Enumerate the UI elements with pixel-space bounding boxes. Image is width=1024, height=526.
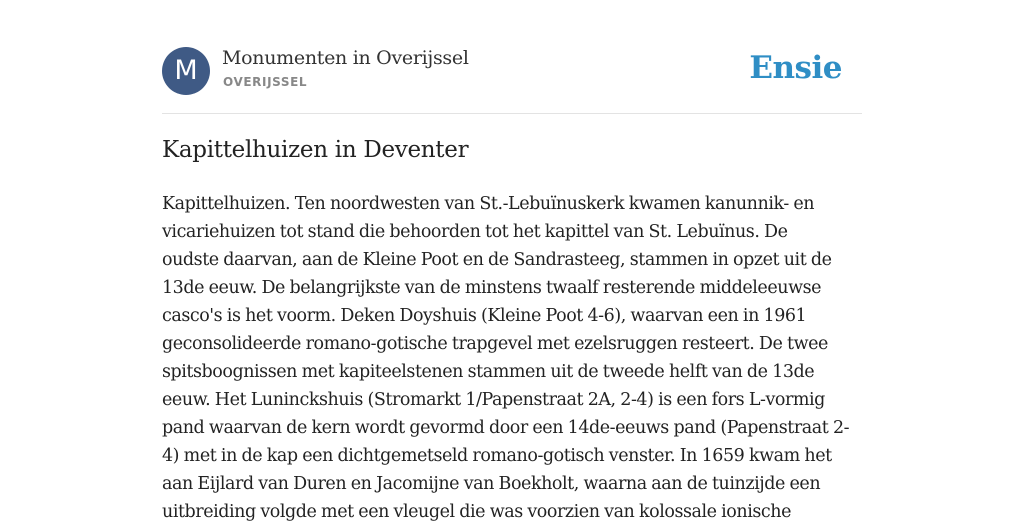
brand-logo[interactable]: Ensie — [749, 50, 842, 86]
article-line: oudste daarvan, aan de Kleine Poot en de Sandrasteeg, stammen in opzet uit de — [162, 250, 832, 270]
article-line: casco's is het voorm. Deken Doyshuis (Kleine Poot 4-6), waarvan een in 1961 — [162, 306, 807, 326]
article-line: 4) met in de kap een dichtgemetseld romano-gotisch venster. In 1659 kwam het — [162, 446, 832, 466]
article-line: aan Eijlard van Duren en Jacomijne van Boekholt, waarna aan de tuinzijde een — [162, 474, 821, 494]
article-line: pand waarvan de kern wordt gevormd door een 14de-eeuws pand (Papenstraat 2- — [162, 418, 850, 438]
article-line: 13de eeuw. De belangrijkste van de minstens twaalf resterende middeleeuwse — [162, 278, 822, 298]
article-body — [162, 190, 862, 526]
article-line: geconsolideerde romano-gotische trapgevel met ezelsruggen resteert. De twee — [162, 334, 828, 354]
article-line: Kapittelhuizen. Ten noordwesten van St.-Lebuïnuskerk kwamen kanunnik- en — [162, 194, 815, 214]
site-title-link[interactable]: Monumenten in Overijssel — [222, 47, 469, 69]
header-divider — [162, 113, 862, 114]
site-header — [162, 46, 862, 96]
article-line: uitbreiding volgde met een vleugel die was voorzien van kolossale ionische — [162, 502, 791, 522]
article-line: spitsboognissen met kapiteelstenen stammen uit de tweede helft van de 13de — [162, 362, 815, 382]
article-title: Kapittelhuizen in Deventer — [162, 137, 469, 163]
article-line: vicariehuizen tot stand die behoorden tot het kapittel van St. Lebuïnus. De — [162, 222, 788, 242]
site-subtitle: OVERIJSSEL — [223, 75, 308, 89]
article-line: eeuw. Het Luninckshuis (Stromarkt 1/Papenstraat 2A, 2-4) is een fors L-vormig — [162, 390, 825, 410]
site-avatar[interactable]: M — [162, 47, 210, 95]
